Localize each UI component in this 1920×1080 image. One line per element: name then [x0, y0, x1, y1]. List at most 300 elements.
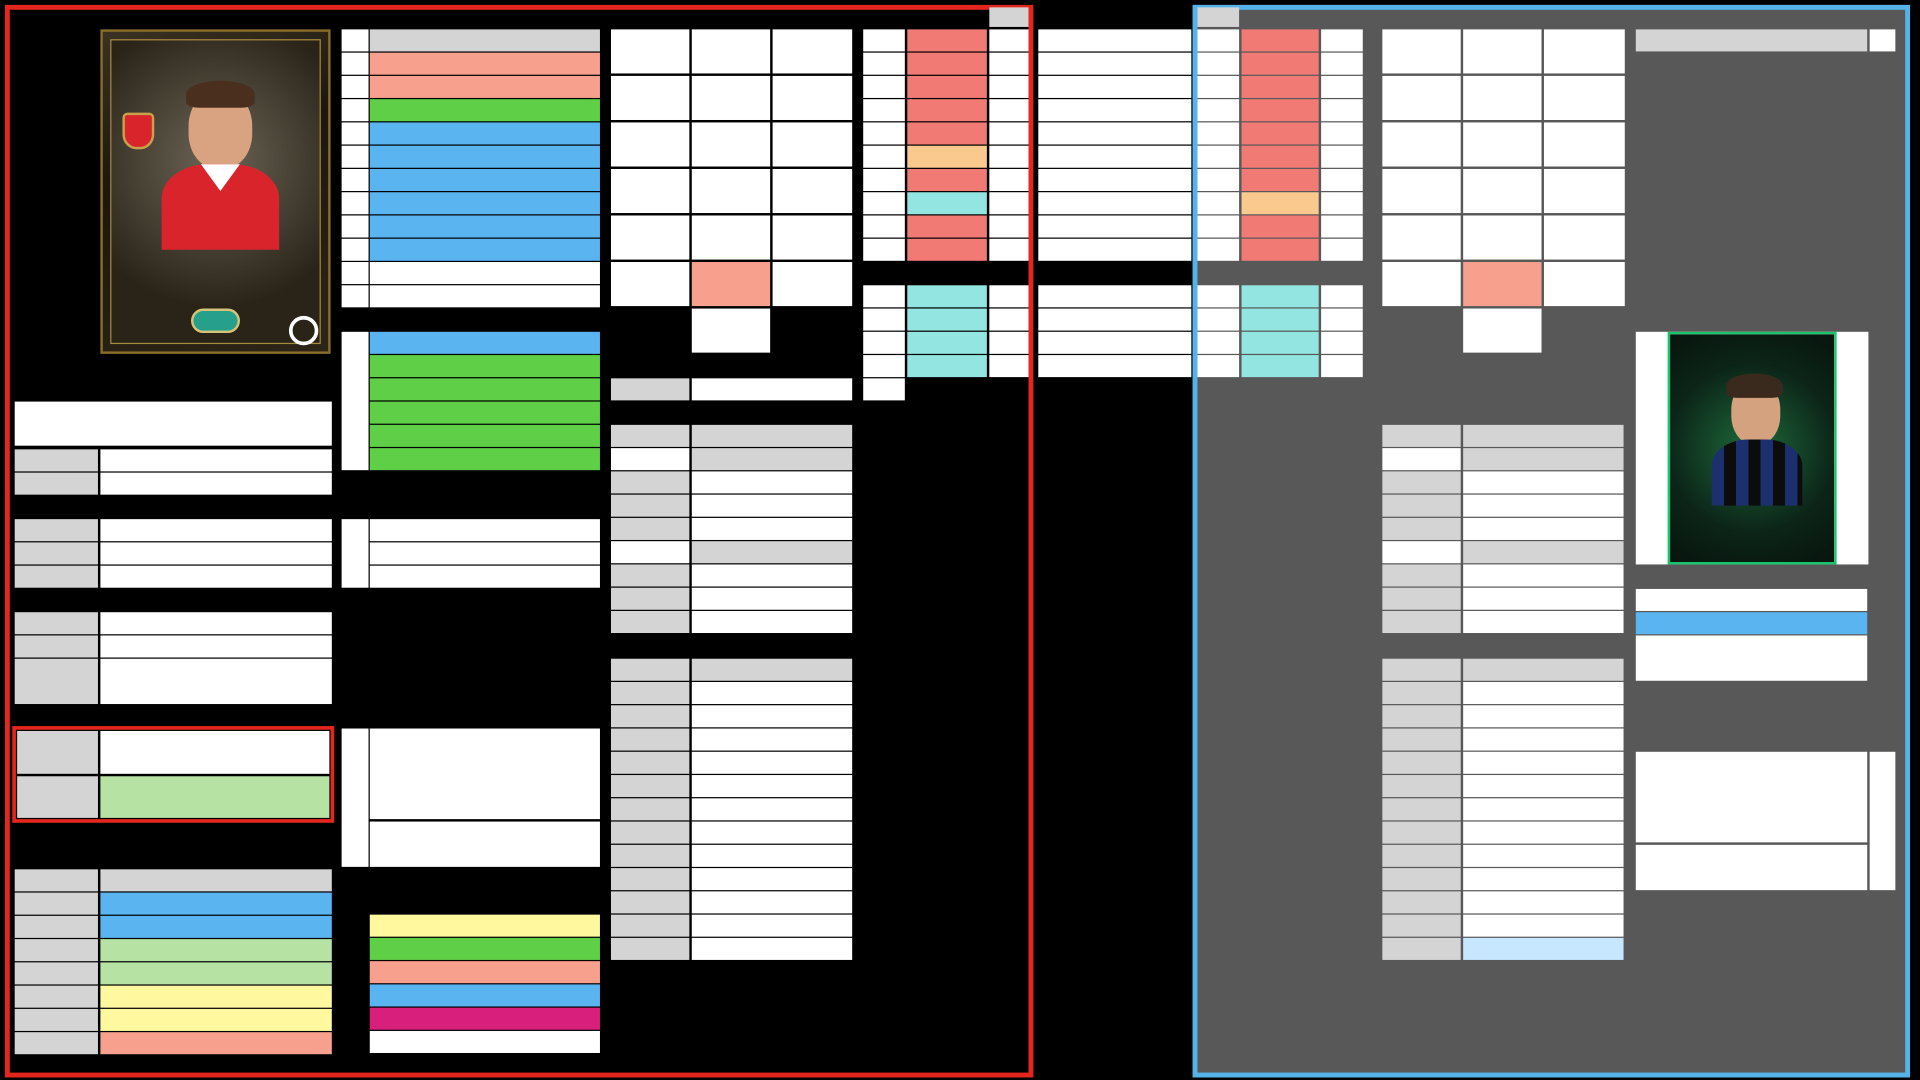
trainingL-label-8 — [611, 868, 689, 890]
grade-1 — [15, 916, 98, 938]
booster-candidate-label — [342, 519, 369, 588]
trainingR-value-4 — [1463, 775, 1623, 797]
legend-4 — [370, 1008, 600, 1030]
grade-table-header-criteria — [100, 869, 331, 891]
skill-4 — [370, 146, 600, 168]
version-label — [15, 449, 98, 471]
booster-candidate-0 — [370, 519, 600, 541]
stat-0-5-left-diff — [863, 146, 905, 168]
stat-1-1-name — [1038, 309, 1191, 331]
position-label — [15, 612, 98, 634]
trainingR-value-6 — [1463, 822, 1623, 844]
trainingL-value-5 — [692, 798, 852, 820]
boosterL-label-6 — [611, 588, 689, 610]
trainingR-value-1 — [1463, 705, 1623, 727]
efootball-logo-icon — [289, 316, 318, 345]
grid-right-2-2 — [1544, 122, 1625, 166]
boosterL-header-blank — [611, 425, 689, 447]
trainingR-label-5 — [1382, 798, 1460, 820]
stat-1-2-right-diff — [1321, 332, 1363, 354]
skill-candidate-1 — [370, 355, 600, 377]
grid-left-4-0 — [611, 215, 689, 259]
grid-left-1-1 — [692, 76, 770, 120]
boosterL-label-5 — [611, 564, 689, 586]
grid-right-0-1 — [1463, 29, 1541, 73]
stat-0-7-left-limit — [989, 192, 1028, 214]
trainingR-value-0 — [1463, 682, 1623, 704]
grid-left-4-1 — [692, 215, 770, 259]
boosterL-value-6 — [692, 588, 852, 610]
stat-0-0-right-value — [1242, 29, 1319, 51]
version-value — [100, 449, 331, 471]
stat-1-0-left-diff — [863, 285, 905, 307]
grade-2 — [15, 939, 98, 961]
stat-1-0-right-diff — [1321, 285, 1363, 307]
grid-left-3-2 — [773, 169, 853, 213]
stat-0-1-right-diff — [1321, 53, 1363, 75]
stat-0-4-left-value — [907, 122, 987, 144]
boosterL-label-0 — [611, 448, 689, 470]
skill-candidate-3 — [370, 402, 600, 424]
skill-mark-6 — [342, 192, 369, 214]
grid-left-5-2 — [773, 262, 853, 306]
stat-1-1-left-limit — [989, 309, 1028, 331]
skill-10 — [370, 285, 600, 307]
stat-0-0-right-diff — [1321, 29, 1363, 51]
stat-0-8-right-limit — [1197, 215, 1239, 237]
boosterL-value-2 — [692, 495, 852, 517]
stat-0-5-name — [1038, 146, 1191, 168]
trainingR-value-3 — [1463, 752, 1623, 774]
stat-1-3-name — [1038, 355, 1191, 377]
trainingL-label-7 — [611, 845, 689, 867]
rival-linkup-label — [1870, 752, 1896, 890]
grid-right-3-0 — [1382, 169, 1460, 213]
boosterR-value-5 — [1463, 564, 1623, 586]
skill-mark-5 — [342, 169, 369, 191]
stat-0-0-name — [1038, 29, 1191, 51]
boosterL-label-7 — [611, 611, 689, 633]
stat-0-7-right-diff — [1321, 192, 1363, 214]
skill-add-label — [342, 29, 369, 51]
skill-mark-3 — [342, 122, 369, 144]
stat-0-2-left-limit — [989, 76, 1028, 98]
stat-1-3-right-limit — [1197, 355, 1239, 377]
grid-left-2-2 — [773, 122, 853, 166]
boosterR-value-3 — [1463, 518, 1623, 540]
trainingL-point-label — [611, 915, 689, 937]
trainingL-label-9 — [611, 891, 689, 913]
trainingL-value-8 — [692, 868, 852, 890]
grid-left-1-2 — [773, 76, 853, 120]
stat-0-8-right-diff — [1321, 215, 1363, 237]
grid-right-2-1 — [1463, 122, 1541, 166]
trainingL-label-4 — [611, 775, 689, 797]
trainingR-value-9 — [1463, 891, 1623, 913]
stat-0-9-right-limit — [1197, 239, 1239, 261]
trainingR-level — [1463, 938, 1623, 960]
trainingL-value-4 — [692, 775, 852, 797]
stat-1-1-left-diff — [863, 309, 905, 331]
skill-mark-0 — [342, 53, 369, 75]
rival-skill-header — [1636, 29, 1867, 51]
stat-0-3-right-limit — [1197, 99, 1239, 121]
skill-8 — [370, 239, 600, 261]
nation-value — [100, 566, 331, 588]
rival-card-image — [1636, 332, 1869, 565]
stat-0-4-right-diff — [1321, 122, 1363, 144]
wis-category-label — [17, 731, 98, 774]
stat-0-0-left-limit — [989, 29, 1028, 51]
stat-0-3-left-value — [907, 99, 987, 121]
rarity-value — [100, 473, 331, 495]
rival-position — [1636, 589, 1867, 611]
trainingR-label-3 — [1382, 752, 1460, 774]
trainingL-value-1 — [692, 705, 852, 727]
trainingL-value-6 — [692, 822, 852, 844]
grid-left-2-1 — [692, 122, 770, 166]
legend-0 — [370, 915, 600, 937]
trainingL-label-5 — [611, 798, 689, 820]
stat-0-2-name — [1038, 76, 1191, 98]
stat-1-4-left-diff — [863, 378, 905, 400]
rival-erase-label — [1870, 29, 1896, 51]
stat-0-5-right-value — [1242, 146, 1319, 168]
trainingR-value-5 — [1463, 798, 1623, 820]
trainingR-label-9 — [1382, 891, 1460, 913]
boosterR-value-0 — [1463, 448, 1623, 470]
trainingR-point — [1463, 915, 1623, 937]
stat-0-1-left-limit — [989, 53, 1028, 75]
boosterR-label-3 — [1382, 518, 1460, 540]
skill-mark-4 — [342, 146, 369, 168]
linkup-box-left — [370, 729, 600, 820]
rival-playstyle — [1636, 635, 1867, 680]
stat-0-7-name — [1038, 192, 1191, 214]
stat-0-0-right-limit — [1197, 29, 1239, 51]
stat-1-1-right-diff — [1321, 309, 1363, 331]
stat-0-6-right-diff — [1321, 169, 1363, 191]
trainingR-value-7 — [1463, 845, 1623, 867]
skill-9 — [370, 262, 600, 284]
grade-criteria-6 — [100, 1032, 331, 1054]
stat-0-8-right-value — [1242, 215, 1319, 237]
trainingR-value-2 — [1463, 729, 1623, 751]
trainingL-value-3 — [692, 752, 852, 774]
age-value — [100, 519, 331, 541]
trainingR-value-8 — [1463, 868, 1623, 890]
stat-0-9-left-diff — [863, 239, 905, 261]
stat-0-3-right-diff — [1321, 99, 1363, 121]
trainingL-level — [692, 938, 852, 960]
stat-0-9-name — [1038, 239, 1191, 261]
player-card-image — [100, 29, 330, 353]
trainingR-label-7 — [1382, 845, 1460, 867]
trainingR-label-4 — [1382, 775, 1460, 797]
stat-0-8-left-diff — [863, 215, 905, 237]
linkup-extra-left — [370, 822, 600, 867]
grade-table-header-grade — [15, 869, 98, 891]
stat-0-7-right-limit — [1197, 192, 1239, 214]
stat-0-6-right-limit — [1197, 169, 1239, 191]
boosterR-value-7 — [1463, 611, 1623, 633]
boosterR-label-4 — [1382, 541, 1460, 563]
skill-candidate-label — [342, 332, 369, 470]
card-emblem-icon — [191, 309, 240, 333]
trainingL-value-7 — [692, 845, 852, 867]
legend-3 — [370, 984, 600, 1006]
boosterL-value-1 — [692, 471, 852, 493]
grid-right-5-0 — [1382, 262, 1460, 306]
grid-left-2-0 — [611, 122, 689, 166]
stat-1-2-left-diff — [863, 332, 905, 354]
trainingR-header — [1463, 659, 1623, 681]
stat-0-4-right-value — [1242, 122, 1319, 144]
wis-category-value — [100, 731, 329, 774]
trainingL-value-9 — [692, 891, 852, 913]
boosterR-label-6 — [1382, 588, 1460, 610]
stat-0-2-left-diff — [863, 76, 905, 98]
limit-label-right — [1197, 7, 1239, 27]
grid-left-1-0 — [611, 76, 689, 120]
trainingR-label-6 — [1382, 822, 1460, 844]
trainingR-label-8 — [1382, 868, 1460, 890]
player-portrait — [162, 69, 272, 240]
stat-0-1-name — [1038, 53, 1191, 75]
limit-label-left — [989, 7, 1028, 27]
trainingL-header-blank — [611, 659, 689, 681]
boosterR-label-7 — [1382, 611, 1460, 633]
trainingR-header-blank — [1382, 659, 1460, 681]
grade-criteria-1 — [100, 916, 331, 938]
trainingR-label-1 — [1382, 705, 1460, 727]
stat-1-2-left-value — [907, 332, 987, 354]
legend-2 — [370, 961, 600, 983]
skill-candidate-5 — [370, 448, 600, 470]
grid-right-0-2 — [1544, 29, 1625, 73]
stat-1-2-left-limit — [989, 332, 1028, 354]
boosterL-value-7 — [692, 611, 852, 633]
foot-label — [15, 635, 98, 657]
grade-criteria-4 — [100, 986, 331, 1008]
stat-0-4-right-limit — [1197, 122, 1239, 144]
stat-0-8-left-limit — [989, 215, 1028, 237]
stat-0-2-right-value — [1242, 76, 1319, 98]
playstyle-label — [15, 659, 98, 704]
skill-mark-2 — [342, 99, 369, 121]
stat-1-3-left-limit — [989, 355, 1028, 377]
grade-criteria-2 — [100, 939, 331, 961]
stat-0-6-left-limit — [989, 169, 1028, 191]
stat-0-1-right-value — [1242, 53, 1319, 75]
grid-right-1-2 — [1544, 76, 1625, 120]
grid-left-5-1 — [692, 262, 770, 306]
stat-0-7-right-value — [1242, 192, 1319, 214]
grid-right-0-0 — [1382, 29, 1460, 73]
grade-5 — [15, 1009, 98, 1031]
booster-candidate-2 — [370, 566, 600, 588]
grid-left-3-0 — [611, 169, 689, 213]
stat-1-0-left-limit — [989, 285, 1028, 307]
foot-value — [100, 635, 331, 657]
stat-0-5-left-limit — [989, 146, 1028, 168]
skill-5 — [370, 169, 600, 191]
stat-1-0-name — [1038, 285, 1191, 307]
stat-1-1-right-value — [1242, 309, 1319, 331]
skill-header — [370, 29, 600, 51]
grid-left-0-0 — [611, 29, 689, 73]
stat-0-1-left-diff — [863, 53, 905, 75]
boosterR-label-5 — [1382, 564, 1460, 586]
stat-0-4-left-limit — [989, 122, 1028, 144]
grid-right-3-1 — [1463, 169, 1541, 213]
stat-0-9-right-value — [1242, 239, 1319, 261]
grid-left-4-2 — [773, 215, 853, 259]
age-label — [15, 519, 98, 541]
grid-left-extra — [692, 309, 770, 353]
boosterR-header-blank — [1382, 425, 1460, 447]
boosterL-label-1 — [611, 471, 689, 493]
stat-0-3-right-value — [1242, 99, 1319, 121]
grid-left-3-1 — [692, 169, 770, 213]
linkup-label-left — [342, 729, 369, 867]
posi-add-label — [611, 378, 689, 400]
stat-1-0-right-value — [1242, 285, 1319, 307]
club-badge-icon — [122, 113, 154, 150]
grade-3 — [15, 962, 98, 984]
boosterL-label-2 — [611, 495, 689, 517]
stat-1-0-left-value — [907, 285, 987, 307]
trainingR-label-0 — [1382, 682, 1460, 704]
skill-7 — [370, 215, 600, 237]
stat-0-6-name — [1038, 169, 1191, 191]
stat-1-1-left-value — [907, 309, 987, 331]
grade-criteria-0 — [100, 893, 331, 915]
skill-1 — [370, 76, 600, 98]
grid-right-5-1 — [1463, 262, 1541, 306]
grade-0 — [15, 893, 98, 915]
stat-0-0-left-diff — [863, 29, 905, 51]
stat-0-6-left-value — [907, 169, 987, 191]
skill-mark-7 — [342, 215, 369, 237]
player-full-name — [15, 402, 332, 446]
stat-1-2-right-value — [1242, 332, 1319, 354]
stat-0-9-left-value — [907, 239, 987, 261]
stat-1-0-right-limit — [1197, 285, 1239, 307]
legend-1 — [370, 938, 600, 960]
boosterR-label-0 — [1382, 448, 1460, 470]
trainingR-label-2 — [1382, 729, 1460, 751]
club-value — [100, 542, 331, 564]
stat-0-6-left-diff — [863, 169, 905, 191]
skill-candidate-0 — [370, 332, 600, 354]
stat-0-2-right-limit — [1197, 76, 1239, 98]
stat-0-4-name — [1038, 122, 1191, 144]
stat-1-2-right-limit — [1197, 332, 1239, 354]
grid-right-2-0 — [1382, 122, 1460, 166]
stat-0-7-left-value — [907, 192, 987, 214]
grid-right-3-2 — [1544, 169, 1625, 213]
stat-0-6-right-value — [1242, 169, 1319, 191]
booster-candidate-1 — [370, 542, 600, 564]
boosterR-value-1 — [1463, 471, 1623, 493]
skill-mark-10 — [342, 285, 369, 307]
stat-0-7-left-diff — [863, 192, 905, 214]
skill-6 — [370, 192, 600, 214]
stat-0-9-left-limit — [989, 239, 1028, 261]
stat-0-1-right-limit — [1197, 53, 1239, 75]
stat-0-0-left-value — [907, 29, 987, 51]
boosterL-label-3 — [611, 518, 689, 540]
boosterL-value-0 — [692, 448, 852, 470]
trainingL-value-2 — [692, 729, 852, 751]
skill-0 — [370, 53, 600, 75]
trainingL-level-label — [611, 938, 689, 960]
total-eval-label — [17, 776, 98, 818]
total-eval-value — [100, 776, 329, 818]
stat-0-2-left-value — [907, 76, 987, 98]
trainingL-point — [692, 915, 852, 937]
position-value — [100, 612, 331, 634]
grid-right-1-0 — [1382, 76, 1460, 120]
grid-right-4-0 — [1382, 215, 1460, 259]
stat-0-5-right-limit — [1197, 146, 1239, 168]
stat-0-3-left-limit — [989, 99, 1028, 121]
stat-1-2-name — [1038, 332, 1191, 354]
grid-left-0-1 — [692, 29, 770, 73]
grid-right-4-1 — [1463, 215, 1541, 259]
stat-0-1-left-value — [907, 53, 987, 75]
skill-mark-9 — [342, 262, 369, 284]
stat-1-3-right-diff — [1321, 355, 1363, 377]
stat-0-5-left-value — [907, 146, 987, 168]
boosterL-header — [692, 425, 852, 447]
rarity-label — [15, 473, 98, 495]
stat-0-2-right-diff — [1321, 76, 1363, 98]
stat-1-3-left-diff — [863, 355, 905, 377]
grid-left-5-0 — [611, 262, 689, 306]
stat-0-3-name — [1038, 99, 1191, 121]
posi-add-value — [692, 378, 852, 400]
rival-portrait — [1712, 369, 1798, 504]
club-label — [15, 542, 98, 564]
grid-right-4-2 — [1544, 215, 1625, 259]
grid-right-extra — [1463, 309, 1541, 353]
skill-candidate-4 — [370, 425, 600, 447]
grid-left-0-2 — [773, 29, 853, 73]
boosterR-value-6 — [1463, 588, 1623, 610]
skill-mark-8 — [342, 239, 369, 261]
boosterL-value-3 — [692, 518, 852, 540]
stat-0-9-right-diff — [1321, 239, 1363, 261]
playstyle-value — [100, 659, 331, 704]
trainingL-label-6 — [611, 822, 689, 844]
stat-0-5-right-diff — [1321, 146, 1363, 168]
boosterL-value-5 — [692, 564, 852, 586]
stat-0-8-name — [1038, 215, 1191, 237]
boosterR-label-1 — [1382, 471, 1460, 493]
grade-4 — [15, 986, 98, 1008]
rival-linkup-extra — [1636, 845, 1867, 890]
boosterR-label-2 — [1382, 495, 1460, 517]
grid-right-1-1 — [1463, 76, 1541, 120]
boosterL-label-4 — [611, 541, 689, 563]
stat-0-4-left-diff — [863, 122, 905, 144]
rival-linkup-box — [1636, 752, 1867, 843]
trainingL-label-0 — [611, 682, 689, 704]
skill-2 — [370, 99, 600, 121]
trainingL-label-1 — [611, 705, 689, 727]
